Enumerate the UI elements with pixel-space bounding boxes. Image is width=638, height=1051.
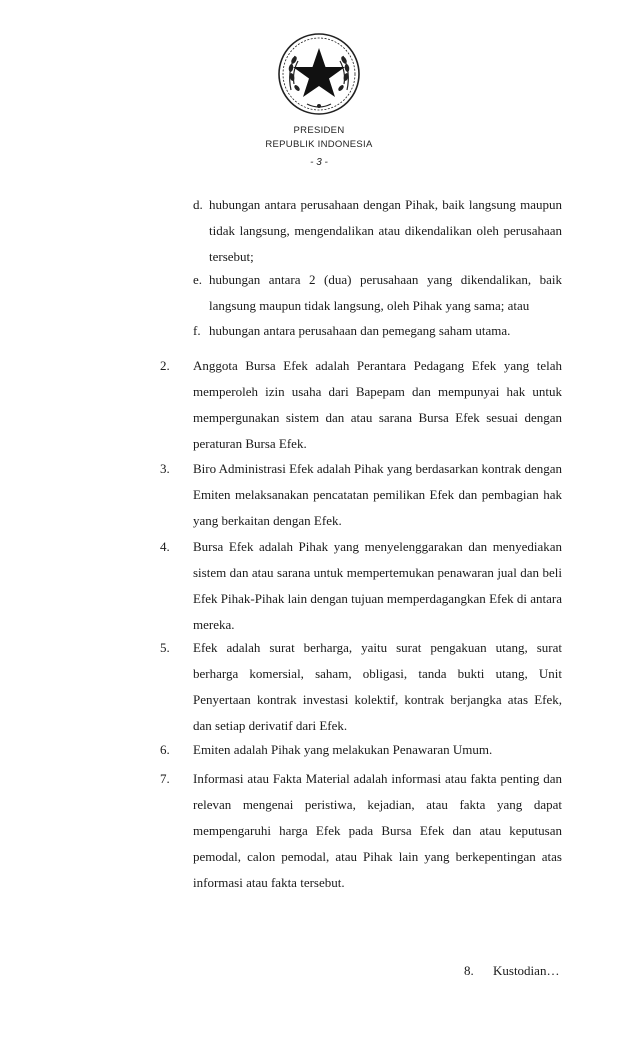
header-title-presiden: PRESIDEN — [293, 125, 345, 136]
item-number: 3. — [160, 461, 170, 476]
header-title-republik: REPUBLIK INDONESIA — [265, 139, 373, 150]
page-number: - 3 - — [310, 157, 328, 168]
item-text: Informasi atau Fakta Material adalah informasi atau fakta penting dan relevan mengenai peristiwa, kejadian, atau fakta yang dapat mempengaruhi harga Efek pada Bursa Efek dan atau keputusan pemodal, calon pemodal, atau Pihak lain yang berkepentingan atas informasi atau fakta tersebut. — [193, 771, 562, 890]
list-item-text: hubungan antara perusahaan dengan Pihak, baik langsung maupun tidak langsung, mengendalikan atau dikendalikan oleh perusahaan tersebut; — [209, 197, 562, 264]
garuda-star-emblem-icon — [277, 32, 361, 116]
footer-next-number: 8. — [464, 963, 474, 978]
item-number: 2. — [160, 358, 170, 373]
item-number: 5. — [160, 640, 170, 655]
list-item-marker: f. — [193, 323, 201, 338]
item-number: 4. — [160, 539, 170, 554]
footer-next-word: Kustodian… — [493, 963, 560, 978]
list-item-marker: d. — [193, 197, 203, 212]
item-text: Efek adalah surat berharga, yaitu surat pengakuan utang, surat berharga komersial, saham, obligasi, tanda bukti utang, Unit Penyertaan kontrak investasi kolektif, kontrak berjangka atas Efek, dan setiap derivatif dari Efek. — [193, 640, 562, 733]
item-text: Biro Administrasi Efek adalah Pihak yang berdasarkan kontrak dengan Emiten melaksanakan pencatatan pemilikan Efek dan pembagian hak yang berkaitan dengan Efek. — [193, 461, 562, 528]
list-item-marker: e. — [193, 272, 203, 287]
item-text: Bursa Efek adalah Pihak yang menyelenggarakan dan menyediakan sistem dan atau sarana untuk mempertemukan penawaran jual dan beli Efek Pihak-Pihak lain dengan tujuan memperdagangkan Efek di antara mereka. — [193, 539, 562, 632]
item-number: 6. — [160, 742, 170, 757]
list-item-text: hubungan antara 2 (dua) perusahaan yang dikendalikan, baik langsung maupun tidak langsung, oleh Pihak yang sama; atau — [209, 272, 562, 313]
item-text: Emiten adalah Pihak yang melakukan Penawaran Umum. — [193, 742, 493, 757]
item-number: 7. — [160, 771, 170, 786]
list-item-text: hubungan antara perusahaan dan pemegang saham utama. — [209, 323, 511, 338]
item-text: Anggota Bursa Efek adalah Perantara Pedagang Efek yang telah memperoleh izin usaha dari Bapepam dan mempunyai hak untuk mempergunakan sistem dan atau sarana Bursa Efek sesuai dengan peraturan Bursa Efek. — [193, 358, 562, 451]
